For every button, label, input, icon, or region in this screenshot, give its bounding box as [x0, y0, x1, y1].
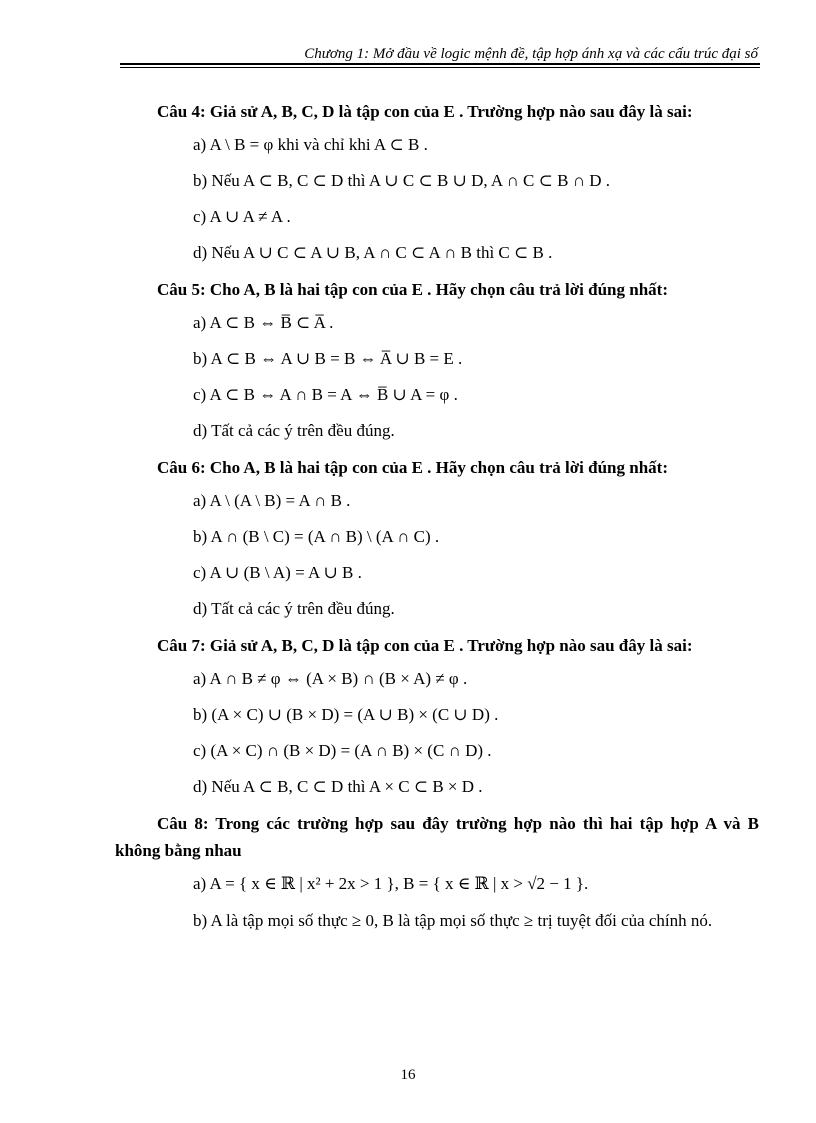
header-rule-thin	[120, 67, 760, 68]
question-6-option-c: c) A ∪ (B \ A) = A ∪ B .	[193, 563, 362, 582]
header-rule-thick	[120, 63, 760, 65]
question-4-option-b: b) Nếu A ⊂ B, C ⊂ D thì A ∪ C ⊂ B ∪ D, A ∩ C ⊂ B ∩ D .	[193, 171, 611, 190]
page-content	[115, 98, 759, 938]
question-5-option-a: a) A ⊂ B ⇔ B̅ ⊂ A̅ .	[193, 313, 334, 332]
question-8-option-b: b) A là tập mọi số thực ≥ 0, B là tập mọi số thực ≥ trị tuyệt đối của chính nó.	[193, 911, 713, 930]
question-6-option-d: d) Tất cả các ý trên đều đúng.	[193, 599, 395, 618]
question-8-title: Câu 8: Trong các trường hợp sau đây trường hợp nào thì hai tập hợp A và B không bằng nhau	[115, 814, 759, 860]
chapter-header: Chương 1: Mở đầu về logic mệnh đề, tập hợp ánh xạ và các cấu trúc đại số	[304, 46, 758, 62]
question-7-option-d: d) Nếu A ⊂ B, C ⊂ D thì A × C ⊂ B × D .	[193, 777, 483, 796]
page-number: 16	[400, 1067, 416, 1083]
question-7-option-a: a) A ∩ B ≠ φ ⇔ (A × B) ∩ (B × A) ≠ φ .	[193, 669, 468, 688]
question-4-option-c: c) A ∪ A ≠ A .	[193, 207, 291, 226]
question-8-option-a: a) A = { x ∈ ℝ | x² + 2x > 1 }, B = { x ∈ ℝ | x > √2 − 1 }.	[193, 874, 589, 893]
question-7-option-c: c) (A × C) ∩ (B × D) = (A ∩ B) × (C ∩ D) .	[193, 741, 492, 760]
question-5-option-b: b) A ⊂ B ⇔ A ∪ B = B ⇔ A̅ ∪ B = E .	[193, 349, 463, 368]
question-4-option-d: d) Nếu A ∪ C ⊂ A ∪ B, A ∩ C ⊂ A ∩ B thì C ⊂ B .	[193, 243, 553, 262]
question-6-option-a: a) A \ (A \ B) = A ∩ B .	[193, 491, 351, 510]
question-7-option-b: b) (A × C) ∪ (B × D) = (A ∪ B) × (C ∪ D) .	[193, 705, 499, 724]
question-4-option-a: a) A \ B = φ khi và chỉ khi A ⊂ B .	[193, 135, 428, 154]
question-5-title: Câu 5: Cho A, B là hai tập con của E . Hãy chọn câu trả lời đúng nhất:	[157, 280, 668, 299]
question-6-title: Câu 6: Cho A, B là hai tập con của E . Hãy chọn câu trả lời đúng nhất:	[157, 458, 668, 477]
question-5-option-c: c) A ⊂ B ⇔ A ∩ B = A ⇔ B̅ ∪ A = φ .	[193, 385, 458, 404]
question-7-title: Câu 7: Giả sử A, B, C, D là tập con của E . Trường hợp nào sau đây là sai:	[157, 636, 693, 655]
question-5-option-d: d) Tất cả các ý trên đều đúng.	[193, 421, 395, 440]
question-4-title: Câu 4: Giả sử A, B, C, D là tập con của E . Trường hợp nào sau đây là sai:	[157, 102, 693, 121]
question-6-option-b: b) A ∩ (B \ C) = (A ∩ B) \ (A ∩ C) .	[193, 527, 440, 546]
